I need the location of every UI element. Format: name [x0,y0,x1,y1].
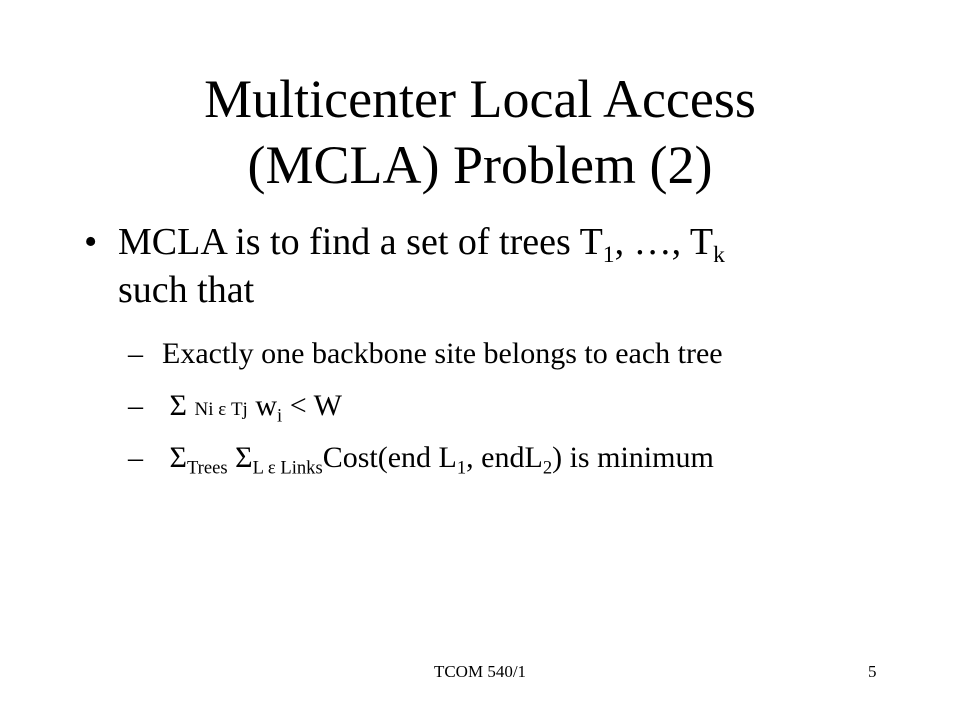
bullet-line-1-prefix: MCLA is to find a set of trees T [118,221,603,263]
tree-subscript-1: 1 [602,242,615,269]
bullet-line-1-mid: , …, T [614,221,714,263]
sigma-subscript-trees: Trees [186,457,228,479]
dash-marker: – [128,441,143,474]
weight-symbol: w [255,389,278,422]
l1-subscript: 1 [456,457,467,479]
title-line-1: Multicenter Local Access [204,69,756,129]
dash-marker: – [128,337,143,370]
sub-item-3 [128,438,714,478]
sigma-symbol: Σ [169,389,187,422]
cost-text-1: Cost(end L [322,441,457,474]
sigma-subscript-links: L ε Links [252,457,323,479]
bullet-line-1 [118,218,725,269]
capacity-condition: < W [282,389,342,422]
weight-subscript: i [277,405,283,427]
sub-item-2 [128,386,342,430]
cost-text-2: , endL [466,441,543,474]
bullet-text [118,218,725,314]
slide-title [0,66,960,198]
tree-subscript-k: k [713,242,725,269]
sigma-symbol: Σ [235,441,253,474]
sum-index-condition: Ni ε Tj [194,399,248,420]
title-line-2: (MCLA) Problem (2) [247,135,713,195]
bullet-marker: • [84,221,98,263]
page-number: 5 [868,662,877,681]
l2-subscript: 2 [542,457,553,479]
dash-marker: – [128,389,143,422]
sigma-symbol: Σ [169,441,187,474]
footer-course: TCOM 540/1 [433,662,527,681]
sub-item-1-text: Exactly one backbone site belongs to each tree [162,337,723,370]
bullet-line-2: such that [118,269,255,311]
sub-item-1 [128,334,723,374]
cost-text-3: ) is minimum [552,441,714,474]
